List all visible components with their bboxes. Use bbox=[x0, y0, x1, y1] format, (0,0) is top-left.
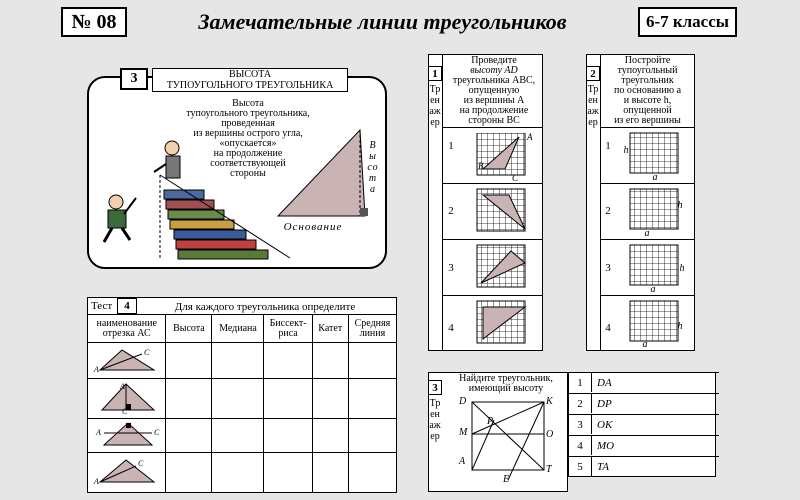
definition-line: тупоугольного треугольника, bbox=[186, 108, 310, 119]
teacher-figure-icon bbox=[154, 141, 180, 178]
point-d: D bbox=[459, 396, 467, 407]
base-label: Основание bbox=[283, 221, 343, 233]
trainer-1-row-3: 3 bbox=[448, 262, 454, 274]
answer-option[interactable]: 3 OK bbox=[569, 414, 719, 434]
trainer-3-label: Тренажер bbox=[429, 398, 441, 442]
answer-option[interactable]: 4 MO bbox=[569, 435, 719, 455]
answer-cell[interactable] bbox=[212, 419, 264, 453]
trainer-2-label: Тренажер bbox=[587, 84, 599, 128]
trainer-3-number: 3 bbox=[428, 380, 442, 395]
answer-option[interactable]: 1 DA bbox=[569, 372, 719, 392]
answer-cell[interactable] bbox=[264, 419, 312, 453]
point-a: A bbox=[93, 365, 99, 374]
col-header-height: Высота bbox=[166, 315, 212, 343]
answer-option[interactable]: 5 TA bbox=[569, 456, 719, 476]
answer-cell[interactable] bbox=[264, 343, 312, 379]
point-p: P bbox=[487, 416, 494, 427]
col-header-median: Медиана bbox=[212, 315, 264, 343]
svg-text:A: A bbox=[119, 382, 125, 391]
point-o: O bbox=[546, 429, 554, 440]
card-heading-line1: ВЫСОТА bbox=[228, 69, 272, 80]
label-h: h bbox=[677, 321, 683, 332]
grid-figure-4 bbox=[477, 301, 525, 343]
point-e: E bbox=[503, 474, 510, 485]
answer-cell[interactable] bbox=[312, 419, 348, 453]
point-a: A bbox=[527, 132, 533, 142]
answer-cell[interactable] bbox=[348, 379, 396, 419]
label-a: a bbox=[644, 228, 650, 239]
answer-cell[interactable] bbox=[212, 379, 264, 419]
test-number: 4 bbox=[117, 298, 137, 314]
point-c: C bbox=[143, 348, 150, 357]
answer-cell[interactable] bbox=[166, 343, 212, 379]
trainer-1-row-4: 4 bbox=[448, 322, 454, 334]
test-table bbox=[87, 314, 397, 493]
trainer-2-row-4: 4 bbox=[605, 322, 611, 334]
obtuse-triangle bbox=[278, 130, 365, 216]
card-heading-line2: ТУПОУГОЛЬНОГО ТРЕУГОЛЬНИКА bbox=[166, 80, 334, 91]
right-angle-mark bbox=[360, 208, 368, 216]
test-title: Тест bbox=[91, 300, 113, 312]
row-figure-2 bbox=[88, 379, 166, 419]
trainer-2-row-3: 3 bbox=[605, 262, 611, 274]
label-h: h bbox=[623, 145, 629, 156]
trainer-1-label: Тренажер bbox=[429, 84, 441, 128]
point-t: T bbox=[546, 464, 552, 475]
label-a: a bbox=[650, 284, 656, 295]
answer-cell[interactable] bbox=[212, 343, 264, 379]
answer-cell[interactable] bbox=[166, 419, 212, 453]
card-illustration bbox=[90, 80, 385, 268]
grid-figure-3 bbox=[477, 245, 525, 287]
answer-list bbox=[568, 372, 716, 477]
answer-cell[interactable] bbox=[348, 453, 396, 493]
definition-line: из вершины острого угла, bbox=[193, 128, 303, 139]
answer-cell[interactable] bbox=[312, 453, 348, 493]
trainer-1-number: 1 bbox=[428, 66, 442, 81]
row-figure-1 bbox=[88, 343, 166, 379]
books-stack-icon bbox=[164, 190, 268, 259]
point-m: M bbox=[459, 427, 468, 438]
height-label: Высота bbox=[367, 140, 379, 195]
definition-line: «опускается» bbox=[219, 138, 277, 149]
label-a: a bbox=[642, 339, 648, 350]
answer-cell[interactable] bbox=[166, 453, 212, 493]
card-number: 3 bbox=[120, 68, 148, 90]
trainer-3-instruction: Найдите треугольник, имеющий высоту bbox=[459, 373, 553, 394]
point-k: K bbox=[546, 396, 553, 407]
label-a: a bbox=[652, 172, 658, 183]
point-b: B bbox=[478, 161, 484, 171]
svg-text:A: A bbox=[93, 477, 99, 486]
trainer-1-row-1: 1 bbox=[448, 140, 454, 152]
answer-cell[interactable] bbox=[348, 343, 396, 379]
trainer-1-grids bbox=[475, 133, 540, 348]
svg-text:C: C bbox=[137, 459, 144, 468]
trainer-1-row-2: 2 bbox=[448, 205, 454, 217]
definition-line: соответствующей bbox=[210, 158, 286, 169]
sheet-number: № 08 bbox=[61, 7, 127, 37]
point-a: A bbox=[459, 456, 466, 467]
trainer-2-row-1: 1 bbox=[605, 140, 611, 152]
trainer-1-instruction: Проведите высоту AD треугольника ABC, опущенную из вершины A на продолжение стороны BC bbox=[452, 55, 536, 126]
row-figure-4 bbox=[88, 453, 166, 493]
student-figure-icon bbox=[104, 195, 136, 242]
svg-text:C: C bbox=[121, 407, 128, 414]
answer-option[interactable]: 2 DP bbox=[569, 393, 719, 413]
svg-text:A: A bbox=[95, 428, 101, 437]
test-instruction: Для каждого треугольника определите bbox=[174, 301, 356, 313]
definition-line: на продолжение bbox=[213, 148, 283, 159]
answer-cell[interactable] bbox=[264, 453, 312, 493]
answer-cell[interactable] bbox=[212, 453, 264, 493]
grid-figure-2 bbox=[477, 189, 525, 231]
trainer-2-instruction: Постройте тупоугольный треугольник по основанию a и высоте h, опущенной из его вершины bbox=[613, 55, 682, 126]
point-c: C bbox=[512, 173, 519, 183]
label-h: h bbox=[679, 263, 685, 274]
col-header-leg: Катет bbox=[312, 315, 348, 343]
definition-line: Высота bbox=[232, 98, 264, 109]
col-header-segment: наименование отрезка АС bbox=[88, 315, 166, 343]
answer-cell[interactable] bbox=[312, 343, 348, 379]
definition-line: проведенная bbox=[221, 118, 275, 129]
col-header-bisector: Биссект-риса bbox=[264, 315, 312, 343]
definition-line: стороны bbox=[230, 168, 266, 179]
answer-cell[interactable] bbox=[348, 419, 396, 453]
grid-figure-1 bbox=[477, 133, 525, 175]
trainer-2-number: 2 bbox=[586, 66, 600, 81]
answer-cell[interactable] bbox=[264, 379, 312, 419]
grade-badge: 6-7 классы bbox=[638, 7, 737, 37]
label-h: h bbox=[677, 200, 683, 211]
trainer-2-row-2: 2 bbox=[605, 205, 611, 217]
answer-cell[interactable] bbox=[166, 379, 212, 419]
sheet-title: Замечательные линии треугольников bbox=[198, 9, 567, 34]
row-figure-3 bbox=[88, 419, 166, 453]
trainer-2-grids bbox=[622, 131, 692, 349]
svg-text:C: C bbox=[153, 428, 160, 437]
answer-cell[interactable] bbox=[312, 379, 348, 419]
col-header-midline: Средняя линия bbox=[348, 315, 396, 343]
